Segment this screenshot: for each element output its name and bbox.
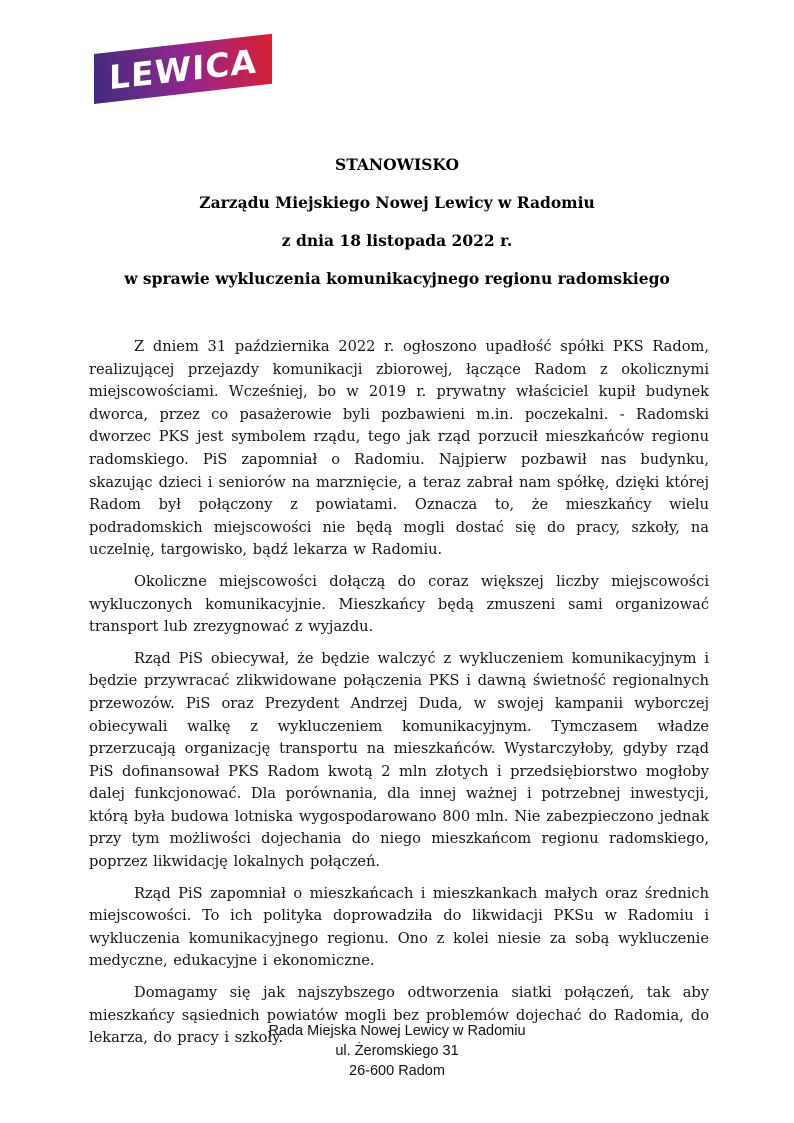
footer-street-address: ul. Żeromskiego 31	[335, 1043, 459, 1059]
title-date: z dnia 18 listopada 2022 r.	[281, 231, 513, 250]
lewica-logo	[94, 40, 272, 104]
title-subject: w sprawie wykluczenia komunikacyjnego regionu radomskiego	[124, 269, 670, 288]
document-footer	[0, 1021, 794, 1081]
title-issuing-body: Zarządu Miejskiego Nowej Lewicy w Radomiu	[199, 193, 595, 212]
body-paragraph-4: Rząd PiS zapomniał o mieszkańcach i mieszkankach małych oraz średnich miejscowości. To ich polityka doprowadziła do likwidacji PKSu w Radomiu i wykluczenia komunikacyjnego regionu. Ono z kolei niesie za sobą wykluczenie medyczne, edukacyjne i ekonomiczne.	[89, 884, 709, 970]
lewica-logo-banner	[94, 34, 272, 104]
document-title-block	[0, 146, 794, 298]
footer-organization: Rada Miejska Nowej Lewicy w Radomiu	[268, 1023, 526, 1039]
body-paragraph-2: Okoliczne miejscowości dołączą do coraz większej liczby miejscowości wykluczonych komunikacyjnie. Mieszkańcy będą zmuszeni sami organizować transport lub zrezygnować z wyjazdu.	[89, 572, 709, 636]
document-body	[89, 336, 709, 1059]
body-paragraph-5: Domagamy się jak najszybszego odtworzenia siatki połączeń, tak aby mieszkańcy sąsiednich powiatów mogli bez problemów dojechać do Radomia, do lekarza, do pracy i szkoły.	[89, 984, 709, 1047]
lewica-logo-text: LEWICA	[108, 40, 257, 97]
footer-postal-city: 26-600 Radom	[349, 1063, 445, 1079]
body-paragraph-1: Z dniem 31 października 2022 r. ogłoszono upadłość spółki PKS Radom, realizującej przejazdy komunikacji zbiorowej, łączące Radom z okolicznymi miejscowościami. Wcześniej, bo w 2019 r. prywatny właściciel kupił budynek dworca, przez co pasażerowie byli pozbawieni m.in. poczekalni. - Radomski dworzec PKS jest symbolem rządu, tego jak rząd porzucił mieszkańców regionu radomskiego. PiS zapomniał o Radomiu. Najpierw pozbawił nas budynku, skazując dzieci i seniorów na marznięcie, a teraz zabrał nam spółkę, dzięki której Radom był połączony z powiatami. Oznacza to, że mieszkańcy wielu podradomskich miejscowości nie będą mogli dostać się do pracy, szkoły, na uczelnię, targowisko, bądź lekarza w Radomiu.	[89, 338, 709, 559]
title-stanowisko: STANOWISKO	[335, 155, 459, 174]
body-paragraph-3: Rząd PiS obiecywał, że będzie walczyć z wykluczeniem komunikacyjnym i będzie przywracać zlikwidowane połączenia PKS i dawną świetność regionalnych przewozów. PiS oraz Prezydent Andrzej Duda, w swojej kampanii wyborczej obiecywali walkę z wykluczeniem komunikacyjnym. Tymczasem władze przerzucają organizację transportu na mieszkańców. Wystarczyłoby, gdyby rząd PiS dofinansował PKS Radom kwotą 2 mln złotych i przedsiębiorstwo mogłoby dalej funkcjonować. Dla porównania, dla innej ważnej i potrzebnej inwestycji, którą była budowa lotniska wygospodarowano 800 mln. Nie zabezpieczono jednak przy tym możliwości dojechania do niego mieszkańcom regionu radomskiego, poprzez likwidację lokalnych połączeń.	[89, 649, 709, 871]
